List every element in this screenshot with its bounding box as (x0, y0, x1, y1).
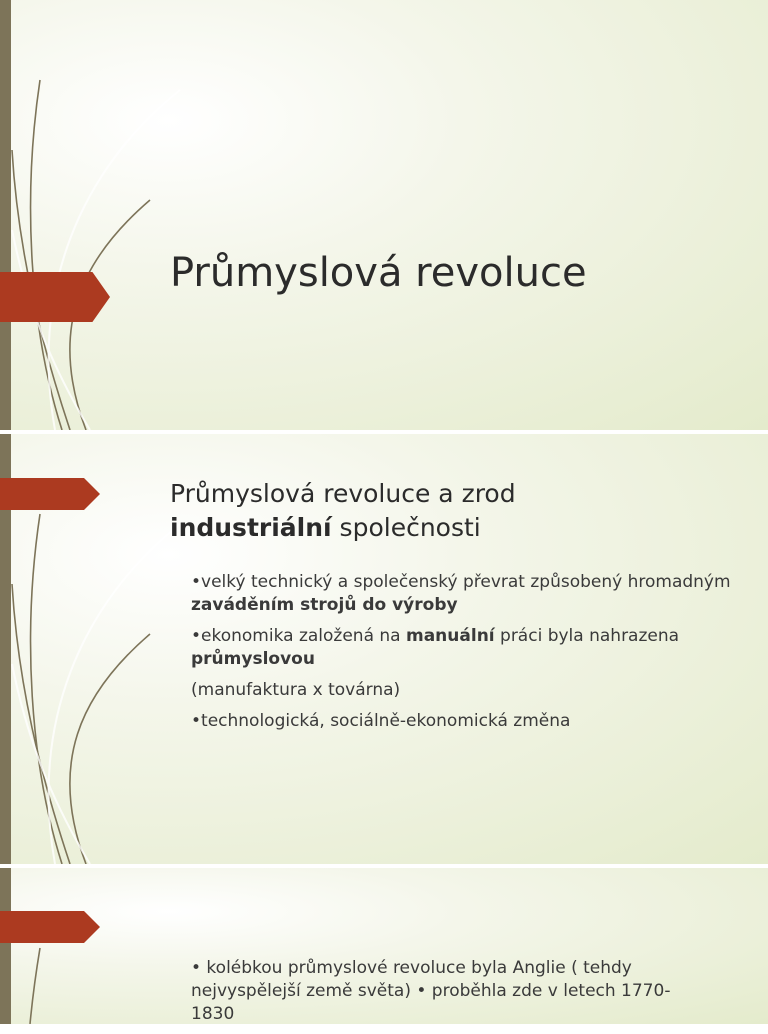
title-text: Průmyslová revoluce a zrod (170, 479, 516, 508)
title-arrow (0, 478, 100, 510)
list-item: •technologická, sociálně-ekonomická změna (191, 711, 571, 731)
title-bold: industriální (170, 513, 332, 542)
list-item: •ekonomika založená na manuální práci byla nahrazena průmyslovou (191, 626, 680, 669)
slide-title: Průmyslová revoluce (170, 250, 587, 296)
title-arrow (0, 272, 110, 322)
title-arrow (0, 911, 100, 943)
title-text: společnosti (331, 513, 481, 542)
decorative-curves (0, 0, 200, 430)
list-item: (manufaktura x továrna) (191, 680, 401, 700)
list-item: • kolébkou průmyslové revoluce byla Anglie ( tehdy nejvyspělejší země světa) • proběhla zde v letech 1770-1830 (191, 958, 671, 1024)
slide-2-bullets (170, 571, 740, 741)
slide-3-bullets (170, 957, 710, 1034)
slide-2-title (170, 477, 516, 545)
list-item: •velký technický a společenský převrat způsobený hromadným zaváděním strojů do výroby (191, 572, 731, 615)
slide-1 (0, 0, 768, 430)
